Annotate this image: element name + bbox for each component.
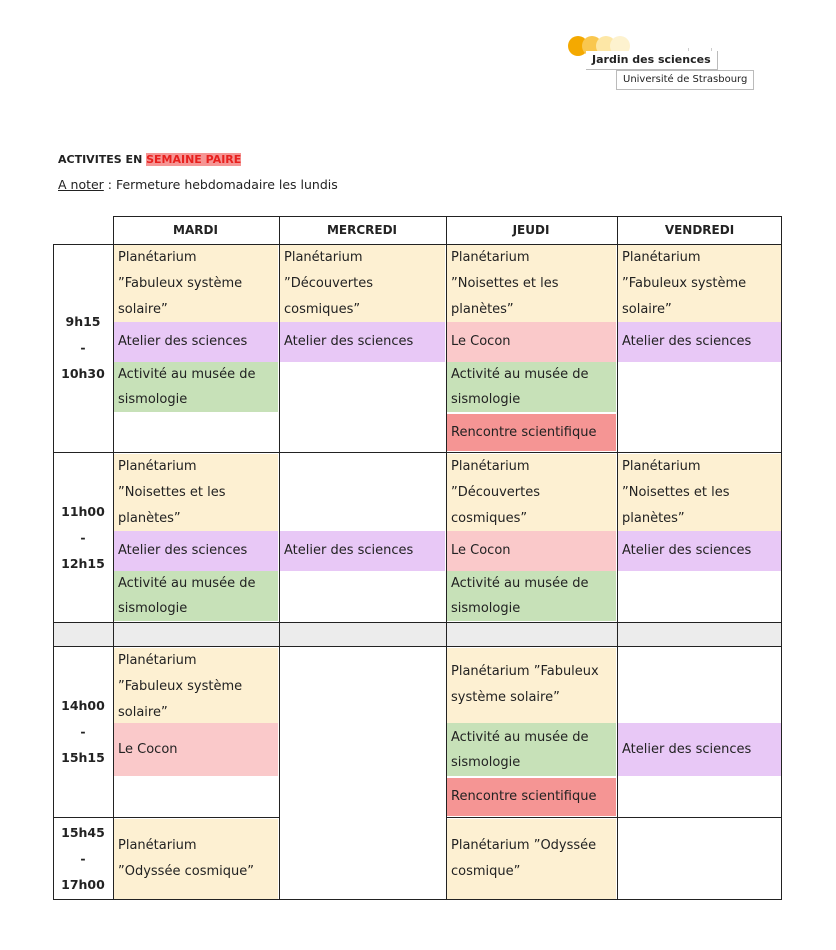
day-header-vendredi: VENDREDI bbox=[664, 223, 735, 237]
activity-musee: Activité au musée de sismologie bbox=[114, 571, 278, 621]
activity-planetarium: Planétarium ”Fabuleux système solaire” bbox=[618, 245, 782, 322]
time-slot-1: 9h15 - 10h30 bbox=[61, 314, 105, 381]
activity-planetarium: Planétarium ”Noisettes et les planètes” bbox=[114, 454, 278, 531]
activity-atelier: Atelier des sciences bbox=[618, 723, 782, 776]
jardin-des-sciences-logo bbox=[568, 36, 778, 92]
activity-rencontre: Rencontre scientifique bbox=[447, 778, 616, 816]
time-slot-3: 14h00 - 15h15 bbox=[61, 698, 105, 765]
page-title: ACTIVITES EN SEMAINE PAIRE bbox=[58, 153, 242, 166]
activity-planetarium: Planétarium ”Odyssée cosmique” bbox=[447, 819, 616, 899]
activity-atelier: Atelier des sciences bbox=[618, 531, 782, 571]
closure-note: A noter : Fermeture hebdomadaire les lundis bbox=[58, 177, 338, 192]
activity-planetarium: Planétarium ”Découvertes cosmiques” bbox=[280, 245, 445, 322]
activity-atelier: Atelier des sciences bbox=[280, 531, 445, 571]
activity-planetarium: Planétarium ”Fabuleux système solaire” bbox=[114, 245, 278, 322]
activity-atelier: Atelier des sciences bbox=[114, 531, 278, 571]
logo-subtitle: Université de Strasbourg bbox=[616, 70, 754, 90]
activity-cocon: Le Cocon bbox=[447, 531, 616, 571]
activity-cocon: Le Cocon bbox=[447, 322, 616, 362]
activity-planetarium: Planétarium ”Découvertes cosmiques” bbox=[447, 454, 616, 531]
day-header-mardi: MARDI bbox=[173, 223, 218, 237]
day-header-jeudi: JEUDI bbox=[512, 223, 550, 237]
logo-title: Jardin des sciences bbox=[586, 51, 718, 70]
activity-atelier: Atelier des sciences bbox=[618, 322, 782, 362]
activity-musee: Activité au musée de sismologie bbox=[447, 571, 616, 621]
timetable bbox=[53, 216, 782, 900]
activity-atelier: Atelier des sciences bbox=[114, 322, 278, 362]
time-slot-4: 15h45 - 17h00 bbox=[61, 825, 105, 892]
activity-musee: Activité au musée de sismologie bbox=[447, 362, 616, 412]
activity-planetarium: Planétarium ”Noisettes et les planètes” bbox=[618, 454, 782, 531]
activity-musee: Activité au musée de sismologie bbox=[447, 723, 616, 776]
time-slot-2: 11h00 - 12h15 bbox=[61, 503, 105, 571]
activity-planetarium: Planétarium ”Noisettes et les planètes” bbox=[447, 245, 616, 322]
activity-planetarium: Planétarium ”Odyssée cosmique” bbox=[114, 819, 278, 899]
activity-rencontre: Rencontre scientifique bbox=[447, 414, 616, 451]
day-header-mercredi: MERCREDI bbox=[326, 223, 398, 237]
lunch-break-row bbox=[53, 623, 782, 646]
activity-atelier: Atelier des sciences bbox=[280, 322, 445, 362]
activity-planetarium: Planétarium ”Fabuleux système solaire” bbox=[447, 648, 616, 723]
week-highlight: SEMAINE PAIRE bbox=[146, 153, 242, 166]
activity-musee: Activité au musée de sismologie bbox=[114, 362, 278, 412]
activity-cocon: Le Cocon bbox=[114, 723, 278, 776]
activity-planetarium: Planétarium ”Fabuleux système solaire” bbox=[114, 648, 278, 723]
